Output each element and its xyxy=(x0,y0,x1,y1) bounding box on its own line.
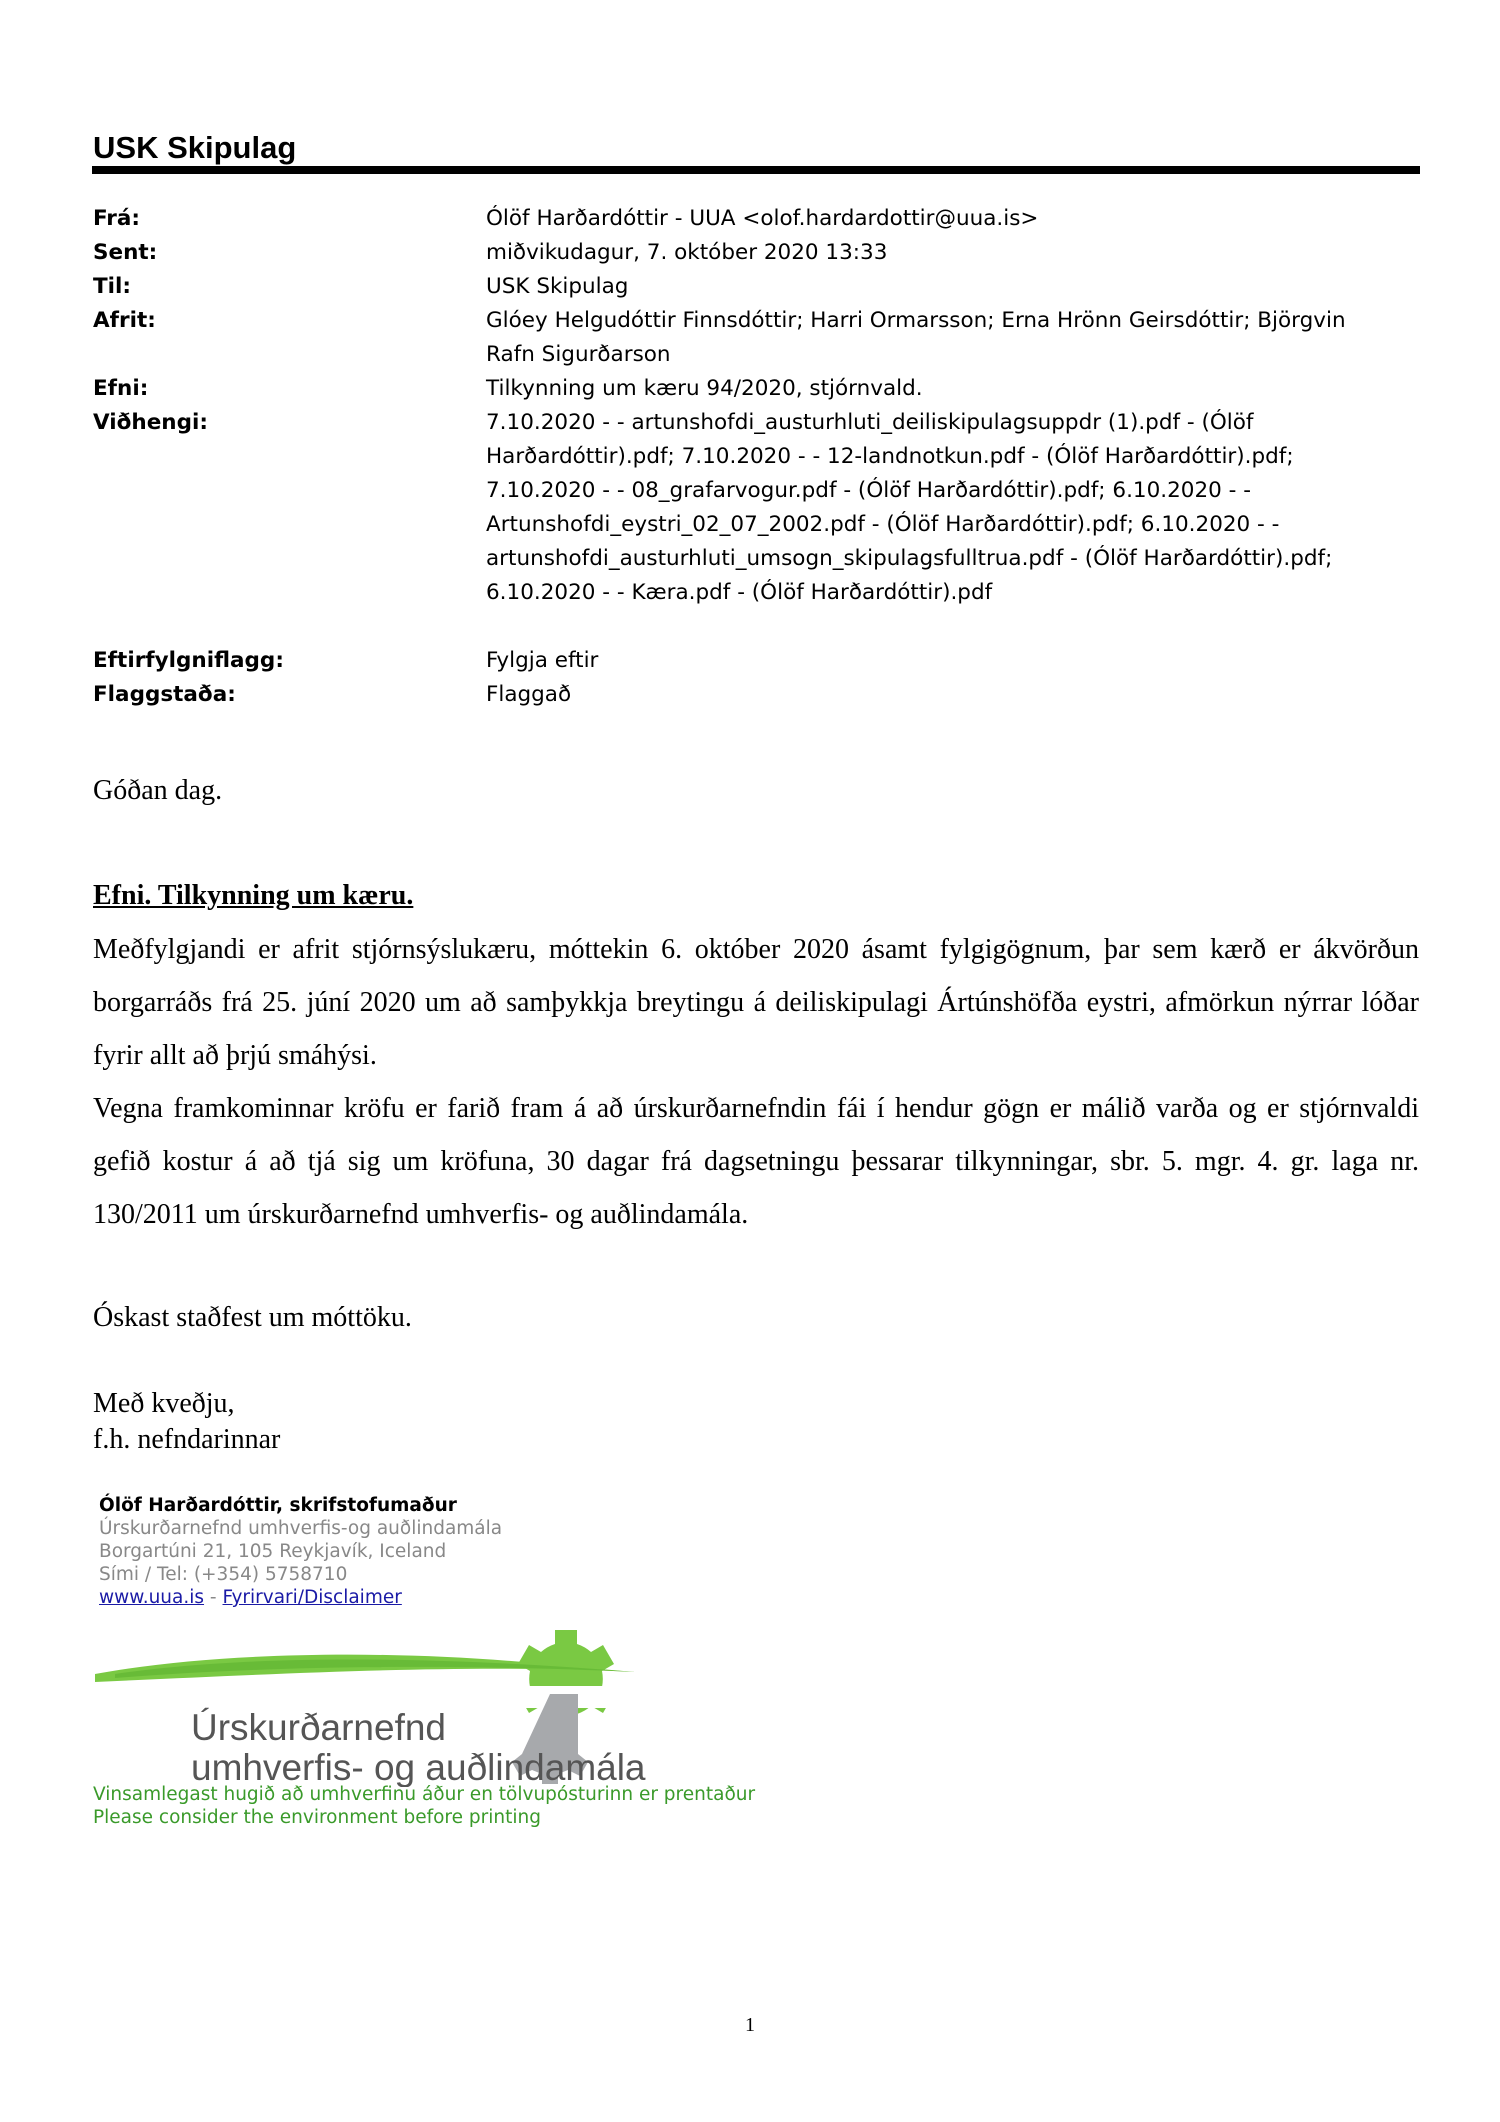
logo-line: Úrskurðarnefnd xyxy=(191,1707,447,1748)
header-subject xyxy=(93,372,1423,406)
header-followup xyxy=(93,644,1423,678)
attachment-line: 7.10.2020 - - 08_grafarvogur.pdf - (Ólöf Harðardóttir).pdf; 6.10.2020 - - xyxy=(486,478,1251,503)
attachment-line: 7.10.2020 - - artunshofdi_austurhluti_deiliskipulagsuppdr (1).pdf - (Ólöf xyxy=(486,410,1254,435)
header-label: Flaggstaða: xyxy=(93,682,236,707)
signature-address: Borgartúni 21, 105 Reykjavík, Iceland xyxy=(99,1541,447,1562)
header-from xyxy=(93,202,1423,236)
subject-value: Tilkynning um kæru 94/2020, stjórnvald. xyxy=(486,376,923,401)
body-paragraph: Meðfylgjandi er afrit stjórnsýslukæru, móttekin 6. október 2020 ásamt fylgigögnum, þar sem kærð er ákvörðun borgarráðs frá 25. júní 2020 um að samþykkja breytingu á deiliskipulagi Ártúnshöfða eystri, afmörkun nýrrar lóðar fyrir allt að þrjú smáhýsi. xyxy=(93,934,1419,1071)
flagstatus-value: Flaggað xyxy=(486,682,572,707)
signature-phone: Sími / Tel: (+354) 5758710 xyxy=(99,1564,348,1585)
cc-value xyxy=(486,304,1423,372)
attachment-line: 6.10.2020 - - Kæra.pdf - (Ólöf Harðardóttir).pdf xyxy=(486,580,993,605)
mailbox-title: USK Skipulag xyxy=(93,130,297,165)
eco-line: Vinsamlegast hugið að umhverfinu áður en tölvupósturinn er prentaður xyxy=(93,1784,756,1805)
header-to xyxy=(93,270,1423,304)
header-label: Sent: xyxy=(93,240,158,265)
closing-line: Með kveðju, xyxy=(93,1388,235,1419)
sender-value: Ólöf Harðardóttir - UUA <olof.hardardottir@uua.is> xyxy=(486,206,1039,231)
header-label: Afrit: xyxy=(93,308,156,333)
attachment-line: artunshofdi_austurhluti_umsogn_skipulagsfulltrua.pdf - (Ólöf Harðardóttir).pdf; xyxy=(486,546,1333,571)
signature-links xyxy=(99,1586,502,1609)
signature-org: Úrskurðarnefnd umhverfis-og auðlindamála xyxy=(99,1518,503,1539)
closing xyxy=(93,1386,280,1458)
header-label: Frá: xyxy=(93,206,141,231)
eco-line: Please consider the environment before printing xyxy=(93,1807,541,1828)
to-value: USK Skipulag xyxy=(486,274,629,299)
website-link[interactable]: www.uua.is xyxy=(99,1587,205,1608)
body-paragraphs xyxy=(93,923,1419,1241)
disclaimer-link[interactable]: Fyrirvari/Disclaimer xyxy=(222,1587,402,1608)
email-headers xyxy=(93,202,1423,712)
link-separator: - xyxy=(209,1587,217,1608)
closing-line: f.h. nefndarinnar xyxy=(93,1424,281,1455)
greeting: Góðan dag. xyxy=(93,775,223,806)
header-label: Eftirfylgniflagg: xyxy=(93,648,284,673)
eco-note xyxy=(93,1783,755,1829)
attachment-line: Harðardóttir).pdf; 7.10.2020 - - 12-landnotkun.pdf - (Ólöf Harðardóttir).pdf; xyxy=(486,444,1294,469)
logo-line: umhverfis- og auðlindamála xyxy=(191,1747,646,1787)
attachments-value xyxy=(486,406,1423,610)
confirm-request: Óskast staðfest um móttöku. xyxy=(93,1302,412,1333)
header-attachments xyxy=(93,406,1423,610)
cc-line: Glóey Helgudóttir Finnsdóttir; Harri Ormarsson; Erna Hrönn Geirsdóttir; Björgvin xyxy=(486,308,1346,333)
signature-block xyxy=(99,1494,502,1609)
header-cc xyxy=(93,304,1423,372)
sent-value: miðvikudagur, 7. október 2020 13:33 xyxy=(486,240,888,265)
header-label: Efni: xyxy=(93,376,149,401)
body-paragraph: Vegna framkominnar kröfu er farið fram á að úrskurðarnefndin fái í hendur gögn er málið varða og er stjórnvaldi gefið kostur á að tjá sig um kröfuna, 30 dagar frá dagsetningu þessarar tilkynningar, sbr. 5. mgr. 4. gr. laga nr. 130/2011 um úrskurðarnefnd umhverfis- og auðlindamála. xyxy=(93,1093,1419,1230)
followup-value: Fylgja eftir xyxy=(486,648,599,673)
header-flagstatus xyxy=(93,678,1423,712)
attachment-line: Artunshofdi_eystri_02_07_2002.pdf - (Ólöf Harðardóttir).pdf; 6.10.2020 - - xyxy=(486,512,1280,537)
header-sent xyxy=(93,236,1423,270)
body-subject-line: Efni. Tilkynning um kæru. xyxy=(93,880,414,911)
header-label: Til: xyxy=(93,274,132,299)
cc-line: Rafn Sigurðarson xyxy=(486,342,671,367)
header-label: Viðhengi: xyxy=(93,410,208,435)
page-number: 1 xyxy=(745,2014,755,2036)
signature-name: Ólöf Harðardóttir, skrifstofumaður xyxy=(99,1495,457,1516)
uua-logo xyxy=(95,1612,715,1787)
title-rule xyxy=(92,166,1420,174)
